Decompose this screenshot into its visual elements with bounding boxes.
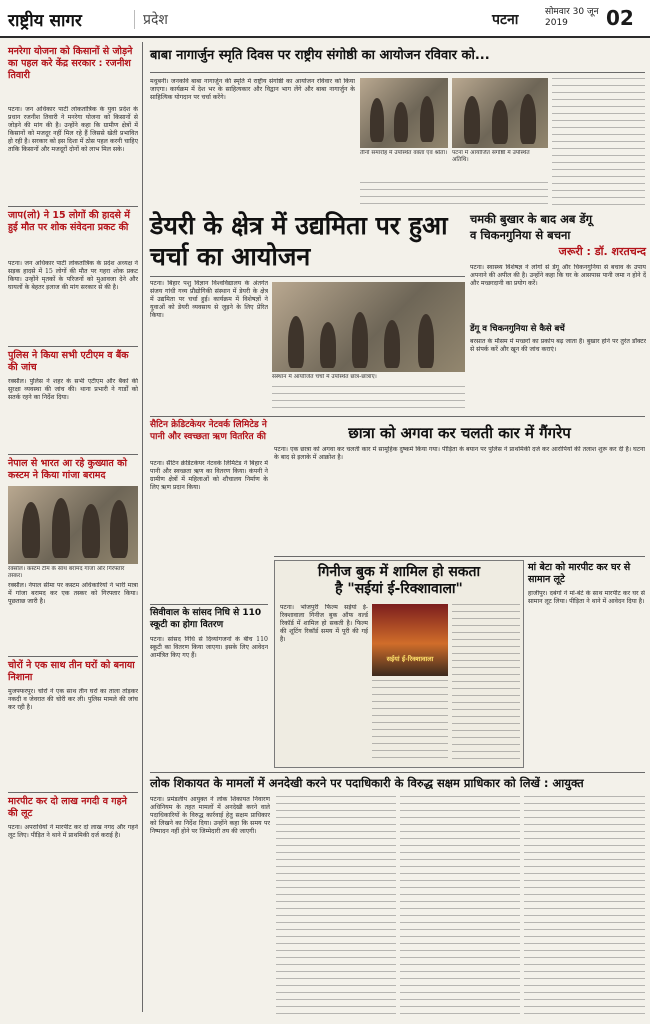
mother-son-body: हाजीपुर। दबंगों ने मां-बेटे के साथ मारपीट कर घर से सामान लूट लिया। पीड़िता ने थाने में आवेदन दिया है। (528, 590, 645, 605)
left-headline-1: मनरेगा योजना को किसानों से जोड़ने का पहल करे केंद्र सरकार : रजनीश तिवारी (8, 46, 133, 81)
public-grievance-body: पटना। प्रमंडलीय आयुक्त ने लोक शिकायत निवारण अधिनियम के तहत मामलों में अनदेखी करने वाले पदाधिकारियों के विरुद्ध कार्रवाई हेतु सक्षम प्राधिकार को लिखने का निर्देश दिया। उन्होंने कहा कि समय पर निष्पादन नहीं होने पर जिम्मेदारी तय की जाएगी। (150, 796, 270, 835)
nagarjun-body-continued (552, 78, 645, 208)
page-number: 02 (606, 6, 634, 30)
left-body-5: मुजफ्फरपुर। चोरों ने एक साथ तीन घरों का ताला तोड़कर नकदी व जेवरात की चोरी कर ली। पुलिस मामले की जांच कर रही है। (8, 688, 138, 711)
mother-son-headline: मां बेटा को मारपीट कर घर से सामान लूटे (528, 562, 631, 585)
divider (150, 276, 465, 277)
divider (150, 72, 645, 73)
customs-seizure-photo (8, 486, 138, 564)
divider (150, 604, 268, 605)
seminar-photo-1-caption: तीनों समारोह में उपस्थित वक्ता एवं श्रोता। (360, 150, 448, 156)
public-grievance-body-continued (400, 796, 520, 1016)
left-headline-5: चोरों ने एक साथ तीन घरों को बनाया निशाना (8, 660, 135, 683)
column-divider (142, 42, 143, 1012)
divider (8, 346, 138, 347)
left-body-6: पटना। अपराधियों ने मारपीट कर दो लाख नगद और गहने लूट लिए। पीड़ित ने थाने में प्राथमिकी दर्ज कराई है। (8, 824, 138, 839)
gangrape-headline: छात्रा को अगवा कर चलती कार में गैंगरेप (348, 424, 571, 442)
film-poster-title: सईयां ई-रिक्शावाला (386, 655, 434, 663)
nagarjun-body: मधुबनी। जनकवि बाबा नागार्जुन की स्मृति में राष्ट्रीय संगोष्ठी का आयोजन रविवार को किया जाएगा। कार्यक्रम में देश भर के साहित्यकार और विद्वान भाग लेंगे और बाबा नागार्जुन के साहित्यिक योगदान पर चर्चा करेंगे। (150, 78, 355, 101)
nagarjun-body-continued (360, 182, 548, 208)
film-poster (372, 604, 448, 676)
dengue-headline-2: व चिकनगुनिया से बचना (470, 228, 571, 242)
guinness-headline-1: गिनीज बुक में शामिल हो सकता (317, 564, 481, 580)
divider (8, 454, 138, 455)
scooty-body: पटना। सांसद निधि से दिव्यांगजनों के बीच 110 स्कूटी का वितरण किया जाएगा। इसके लिए आवेदन आमंत्रित किए गए हैं। (150, 636, 268, 659)
dengue-subhead: डेंगू व चिकनगुनिया से कैसे बचें (470, 324, 565, 334)
left-body-2: पटना। जन अधिकार पार्टी लोकतांत्रिक के प्रदेश अध्यक्ष ने सड़क हादसे में 15 लोगों की मौत पर गहरा शोक प्रकट किया। उन्होंने मृतकों के परिजनों को मुआवजा देने और घायलों के बेहतर इलाज की मांग सरकार से की है। (8, 260, 138, 291)
guinness-body-continued (452, 604, 520, 764)
date-line: सोमवार 30 जून (545, 7, 599, 17)
newspaper-logo: राष्ट्रीय सागर (8, 11, 82, 31)
nagarjun-headline: बाबा नागार्जुन स्मृति दिवस पर राष्ट्रीय संगोष्ठी का आयोजन रविवार को... (150, 48, 490, 63)
dengue-headline-3: जरूरी : डॉ. शरतचन्द (558, 245, 646, 258)
divider (8, 206, 138, 207)
divider (274, 556, 645, 557)
edition-city: पटना (492, 12, 519, 28)
dairy-photo-caption: संस्थान में आयोजित चर्चा में उपस्थित छात्र-छात्राएं। (272, 374, 377, 380)
left-body-4: रक्सौल। नेपाल सीमा पर कस्टम अधिकारियों ने भारी मात्रा में गांजा बरामद कर एक तस्कर को गिरफ्तार किया। पूछताछ जारी है। (8, 582, 138, 605)
divider (150, 416, 645, 417)
divider (8, 792, 138, 793)
left-headline-2: जाप(लो) ने 15 लोगों की हादसे में हुई मौत पर शोक संवेदना प्रकट की (8, 210, 130, 233)
public-grievance-body-continued (276, 796, 396, 1016)
public-grievance-headline: लोक शिकायत के मामलों में अनदेखी करने पर पदाधिकारी के विरुद्ध सक्षम प्राधिकार को लिखें : आयुक्त (150, 776, 584, 790)
date-year: 2019 (545, 18, 568, 28)
dairy-body-continued (272, 386, 465, 414)
dairy-event-photo (272, 282, 465, 372)
divider (8, 656, 138, 657)
dairy-body: पटना। बिहार पशु विज्ञान विश्वविद्यालय के अंतर्गत संजय गांधी गव्य प्रौद्योगिकी संस्थान में डेयरी के क्षेत्र में उद्यमिता पर चर्चा हुई। कार्यक्रम में विशेषज्ञों ने युवाओं को डेयरी व्यवसाय से जुड़ने के लिए प्रेरित किया। (150, 280, 268, 319)
public-grievance-body-continued (524, 796, 645, 1016)
gangrape-body: पटना। एक छात्रा को अगवा कर चलती कार में सामूहिक दुष्कर्म किया गया। पीड़िता के बयान पर पुलिस ने प्राथमिकी दर्ज कर आरोपियों की तलाश शुरू कर दी है। घटना के बाद से इलाके में आक्रोश है। (274, 446, 645, 461)
guinness-body: पटना। भोजपुरी फिल्म सईयां ई-रिक्शावाला गिनीज बुक ऑफ वर्ल्ड रिकॉर्ड में शामिल हो सकती है। फिल्म की शूटिंग रिकॉर्ड समय में पूरी की गई है। (280, 604, 368, 643)
masthead (0, 0, 650, 38)
satin-headline: सैटिन क्रेडिटकेयर नेटवर्क लिमिटेड ने पानी और स्वच्छता ऋण वितरित की (150, 420, 267, 442)
left-body-3: रक्सौल। पुलिस ने शहर के सभी एटीएम और बैंकों की सुरक्षा व्यवस्था की जांच की। थाना प्रभारी ने गार्डों को सतर्क रहने का निर्देश दिया। (8, 378, 138, 401)
seminar-photo-2-caption: पटना में आयोजित संगोष्ठी में उपस्थित अतिथि। (452, 150, 530, 163)
divider (150, 772, 645, 773)
customs-photo-caption: रक्सौल। कस्टम टीम के साथ बरामद गांजा और गिरफ्तार तस्कर। (8, 566, 125, 579)
scooty-headline: सिवीवाल के सांसद निधि से 110 स्कूटी का होगा वितरण (150, 608, 262, 630)
dengue-body: पटना। स्वास्थ्य विशेषज्ञ ने लोगों से डेंगू और चिकनगुनिया से बचाव के उपाय अपनाने की अपील की है। उन्होंने कहा कि घर के आसपास पानी जमा न होने दें और मच्छरदानी का प्रयोग करें। (470, 264, 646, 287)
satin-body: पटना। सैटिन क्रेडिटकेयर नेटवर्क लिमिटेड ने बिहार में पानी और स्वच्छता ऋण का वितरण किया। कंपनी ने ग्रामीण क्षेत्रों में महिलाओं को शौचालय निर्माण के लिए ऋण प्रदान किया। (150, 460, 268, 491)
left-body-1: पटना। जन अधिकार पार्टी लोकतांत्रिक के युवा प्रदेश के प्रधान रजनीश तिवारी ने मनरेगा योजना को किसानों से जोड़ने की मांग की है। उन्होंने कहा कि ग्रामीण क्षेत्रों में किसानों को मजदूर नहीं मिल रहे हैं जिससे खेती प्रभावित हो रही है। सरकार को इस दिशा में ठोस पहल करनी चाहिए ताकि किसानों और मजदूरों दोनों को लाभ मिल सके। (8, 106, 138, 153)
dengue-headline-1: चमकी बुखार के बाद अब डेंगू (470, 212, 593, 226)
guinness-body-continued (372, 680, 448, 764)
dairy-headline: डेयरी के क्षेत्र में उद्यमिता पर हुआ चर्चा का आयोजन (150, 211, 448, 271)
guinness-headline-2: है "सईयां ई-रिक्शावाला" (335, 581, 463, 597)
section-label: प्रदेश (134, 10, 168, 29)
left-headline-3: पुलिस ने किया सभी एटीएम व बैंक की जांच (8, 350, 129, 373)
seminar-photo-1 (360, 78, 448, 148)
left-headline-4: नेपाल से भारत आ रहे कुख्यात को कस्टम ने किया गांजा बरामद (8, 458, 127, 481)
left-headline-6: मारपीट कर दो लाख नगदी व गहने की लूट (8, 796, 127, 819)
dengue-sub-body: बरसात के मौसम में मच्छरों का प्रकोप बढ़ जाता है। बुखार होने पर तुरंत डॉक्टर से संपर्क करें और खून की जांच कराएं। (470, 338, 646, 353)
edition-date (545, 7, 599, 29)
seminar-photo-2 (452, 78, 548, 148)
